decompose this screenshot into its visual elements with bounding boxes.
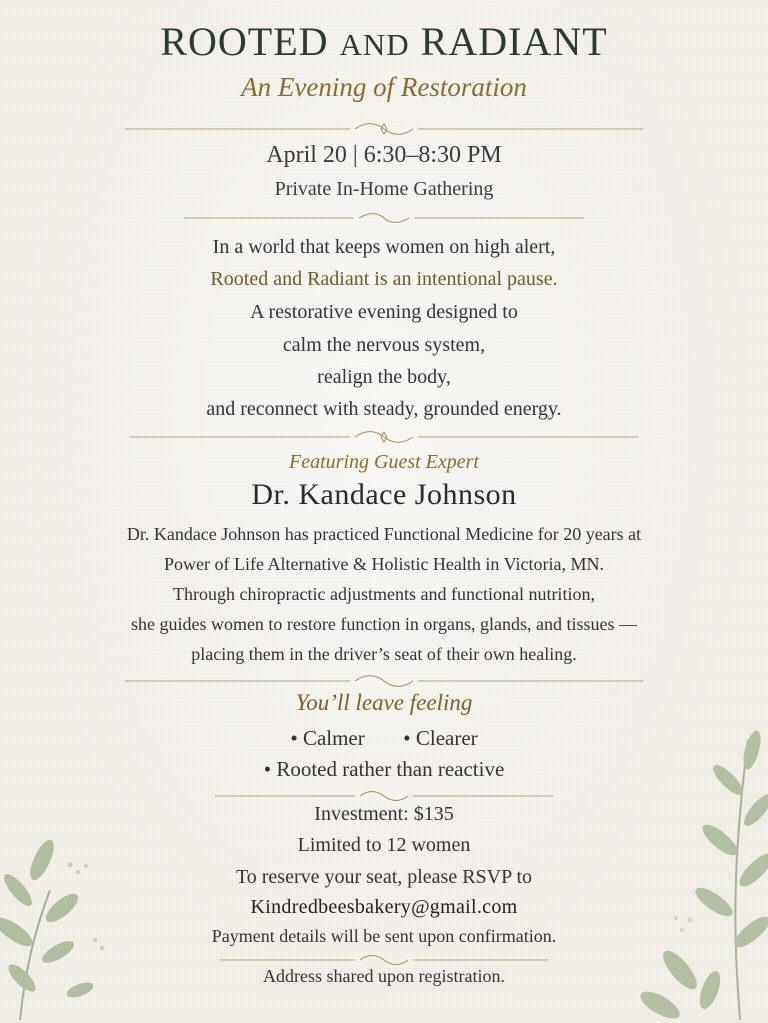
event-subtitle: An Evening of Restoration (241, 72, 527, 102)
ornamental-divider (220, 953, 548, 967)
intro-line: calm the nervous system, (282, 334, 486, 356)
ornamental-divider (215, 789, 553, 803)
benefits-row (0, 757, 768, 782)
bullet-icon: • (403, 726, 411, 750)
benefit-item: Clearer (415, 726, 478, 750)
benefit-item: Calmer (302, 726, 365, 750)
rsvp-email-link[interactable]: Kindredbeesbakery@gmail.com (250, 896, 518, 918)
intro-line: realign the body, (317, 366, 451, 388)
featuring-label: Featuring Guest Expert (289, 451, 479, 473)
event-title: ROOTED AND RADIANT (160, 19, 608, 64)
intro-line: and reconnect with steady, grounded energy. (206, 398, 562, 420)
rsvp-instructions: To reserve your seat, please RSVP to (235, 866, 533, 888)
payment-note: Payment details will be sent upon confirmation. (211, 926, 557, 946)
expert-bio-line: placing them in the driver’s seat of their own healing. (191, 644, 577, 664)
intro-line-highlight: Rooted and Radiant is an intentional pause. (210, 268, 558, 290)
expert-bio-line: Dr. Kandace Johnson has practiced Functional Medicine for 20 years at (126, 524, 642, 544)
benefit-item: Rooted rather than reactive (276, 757, 505, 781)
event-location: Private In-Home Gathering (274, 178, 494, 200)
expert-bio-line: she guides women to restore function in organs, glands, and tissues — (130, 614, 638, 634)
ornamental-divider (130, 430, 638, 444)
benefits-heading: You’ll leave feeling (295, 690, 473, 715)
expert-bio-line: Through chiropractic adjustments and functional nutrition, (173, 584, 595, 604)
expert-name: Dr. Kandace Johnson (251, 478, 517, 511)
ornamental-divider (125, 122, 643, 136)
ornamental-divider (184, 211, 584, 225)
expert-bio-line: Power of Life Alternative & Holistic Health in Victoria, MN. (164, 554, 604, 574)
event-date-time: April 20 | 6:30–8:30 PM (266, 142, 502, 168)
investment-price: Investment: $135 (314, 803, 454, 825)
bullet-icon: • (263, 757, 272, 781)
intro-line: In a world that keeps women on high alert, (212, 236, 556, 258)
bullet-icon: • (290, 726, 298, 750)
benefits-row (0, 726, 768, 751)
ornamental-divider (125, 674, 643, 688)
intro-line: A restorative evening designed to (250, 301, 518, 323)
attendance-limit: Limited to 12 women (297, 834, 471, 856)
address-note: Address shared upon registration. (263, 966, 505, 986)
